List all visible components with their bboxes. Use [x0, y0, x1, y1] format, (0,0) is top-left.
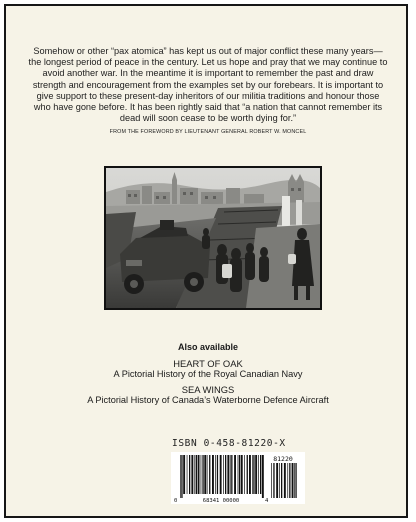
barcode-bar [244, 455, 245, 494]
upc-bars [180, 455, 264, 498]
barcode-bar [279, 463, 280, 498]
barcode-bar [189, 455, 190, 494]
barcode-bar [247, 455, 248, 494]
barcode-bar [231, 455, 232, 494]
barcode-bar [271, 463, 272, 498]
barcode-bar [202, 455, 203, 494]
barcode-bar [217, 455, 218, 494]
barcode-bar [223, 455, 224, 494]
barcode-bar [225, 455, 226, 494]
barcode-bar [249, 455, 251, 494]
barcode-bar [276, 463, 278, 498]
barcode-bar [260, 455, 261, 494]
barcode-bar [215, 455, 216, 494]
barcode-bar [209, 455, 210, 494]
isbn-text: ISBN 0-458-81220-X [172, 438, 286, 449]
barcode-bar [183, 455, 185, 494]
barcode-bar [230, 455, 231, 494]
also-available-heading: Also available [177, 342, 239, 352]
barcode-bar [284, 463, 286, 498]
barcode-bar [294, 463, 295, 498]
barcode-bar [207, 455, 208, 494]
book-subtitle-heart-of-oak: A Pictorial History of the Royal Canadian Navy [113, 369, 303, 379]
barcode-bar [281, 463, 282, 498]
barcode-bar [196, 455, 197, 494]
barcode-bar [212, 455, 214, 494]
barcode-bar [289, 463, 290, 498]
barcode-bar [238, 455, 239, 494]
barcode-bar [187, 455, 188, 494]
barcode-bar [253, 455, 254, 494]
book-title-sea-wings: SEA WINGS [181, 384, 235, 395]
cover-photo [104, 166, 322, 310]
barcode-bar [180, 455, 181, 498]
barcode-bar [239, 455, 240, 494]
barcode-graphic [171, 452, 305, 504]
armoured-car-town-photo [106, 168, 320, 308]
foreword-attribution: FROM THE FOREWORD BY LIEUTENANT GENERAL ROBERT W. MONCEL [109, 129, 307, 135]
barcode [171, 452, 305, 504]
back-cover [4, 4, 408, 518]
barcode-bar [201, 455, 202, 494]
barcode-bar [191, 455, 193, 494]
barcode-bar [241, 455, 243, 494]
barcode-bar [258, 455, 259, 494]
barcode-bar [220, 455, 222, 494]
barcode-bar [181, 455, 182, 498]
upc-right-digit: 4 [265, 498, 269, 504]
book-title-heart-of-oak: HEART OF OAK [173, 358, 243, 369]
barcode-bar [194, 455, 195, 494]
barcode-bar [287, 463, 288, 498]
barcode-bar [262, 455, 264, 498]
upc-left-digit: 0 [174, 498, 178, 504]
barcode-bar [234, 455, 236, 494]
barcode-bar [227, 455, 229, 494]
price-code-label: 81220 [273, 455, 293, 463]
barcode-bar [252, 455, 253, 494]
addon-bars [271, 463, 297, 498]
barcode-bar [292, 463, 294, 498]
barcode-bar [273, 463, 274, 498]
barcode-bar [295, 463, 296, 498]
upc-main-digits: 68341 00000 [202, 498, 240, 504]
barcode-bar [198, 455, 200, 494]
barcode-bar [255, 455, 257, 494]
foreword-quote: Somehow or other “pax atomica” has kept us out of major conflict these many years—the longest period of peace in the century. Let us hope and pray that we may continue to avoid another war. In the meantime it is important to remember the past and draw strength and encouragement from the examples set by our forebears. It is important to give support to these present-day inheritors of our militia traditions and honour those who have gone before. It has been rightly said that “a nation that cannot remember its dead will soon cease to be worth dying for.” [28, 46, 388, 124]
barcode-bar [204, 455, 206, 494]
book-subtitle-sea-wings: A Pictorial History of Canada’s Waterborne Defence Aircraft [87, 395, 329, 405]
